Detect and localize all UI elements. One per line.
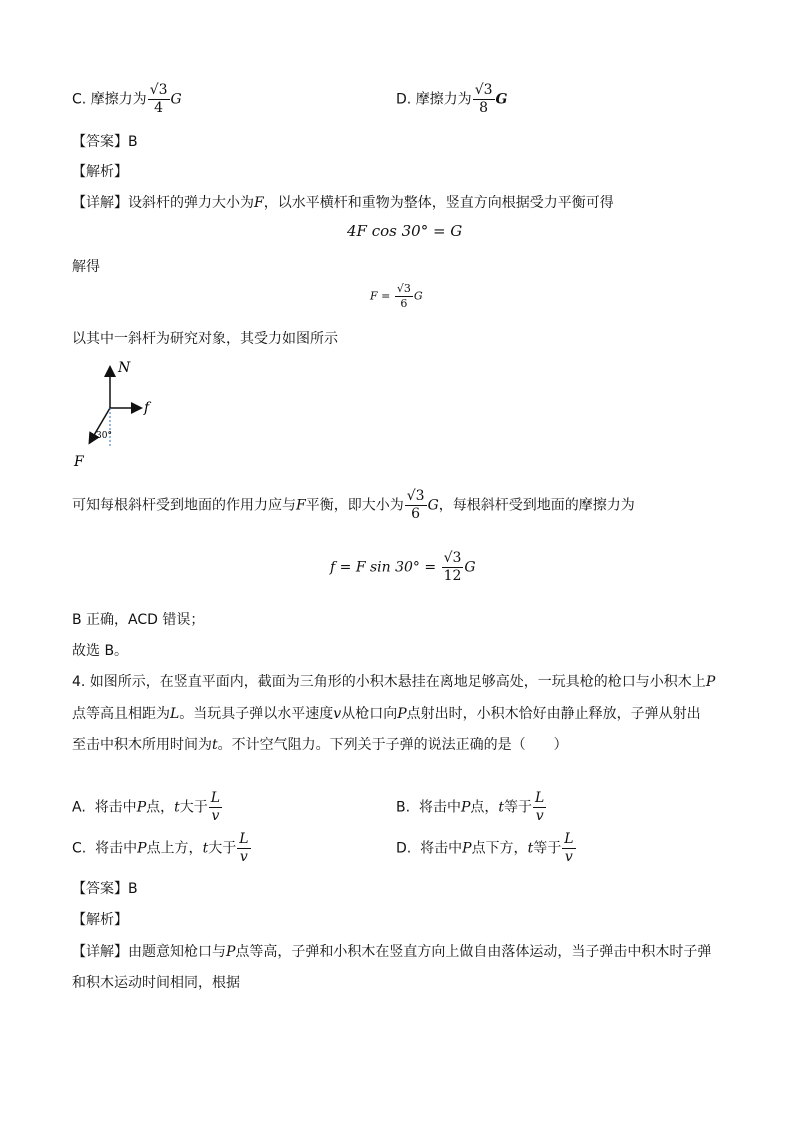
option-b: B. 将击中P点，t等于 $\frac{L}{v}$ [396, 790, 545, 824]
q4-detail-line-2: 和积木运动时间相同，根据 [72, 975, 240, 991]
option-d-q4: D. 将击中P点下方，t等于 $\frac{L}{v}$ [396, 831, 574, 865]
sqrt-icon: √ [406, 488, 416, 504]
fraction: $\frac{√3}{6}$ [396, 282, 411, 310]
label-f: f [144, 400, 150, 416]
fraction: $\frac{√3}{12}$ [443, 550, 462, 584]
fraction: $\frac{L}{v}$ [535, 790, 545, 824]
analysis-label: 【解析】 [72, 164, 128, 180]
label-F: F [74, 454, 84, 470]
q4-answer-label: 【答案】B [72, 881, 138, 897]
fraction: $\frac{L}{v}$ [210, 790, 221, 824]
force-diagram [68, 356, 178, 474]
answer-label: 【答案】B [72, 134, 138, 150]
label-n: N [118, 360, 131, 376]
choose-text: 故选 B。 [72, 643, 129, 659]
fraction: $\frac{√3}{6}$ [406, 488, 425, 522]
equation-2: F = $\frac{√3}{6}$ G [370, 282, 423, 310]
fraction: $\frac{√3}{8}$ [474, 82, 493, 116]
sqrt-icon: √ [396, 282, 404, 295]
equation-1: 4F cos 30° = G [347, 222, 463, 240]
conclusion-text: 可知每根斜杆受到地面的作用力应与F平衡，即大小为 $\frac{√3}{6}$ G，每根斜杆受到地面的摩擦力为 [72, 488, 635, 522]
q4-stem-line-2: 点等高且相距为L。当玩具子弹以水平速度v从枪口向P点射出时，小积木恰好由静止释放，子弹从射出 [72, 706, 701, 722]
solve-label: 解得 [72, 259, 100, 275]
option-letter: D. [396, 91, 412, 108]
equation-3: f = F sin 30° = $\frac{√3}{12}$ G [330, 550, 476, 584]
q4-detail-line-1: 【详解】由题意知枪口与P点等高，子弹和小积木在竖直方向上做自由落体运动，当子弹击中积木时子弹 [72, 944, 712, 960]
sqrt-icon: √ [443, 550, 453, 566]
q4-analysis-label: 【解析】 [72, 912, 128, 928]
option-text: 摩擦力为 [415, 91, 472, 108]
option-text: 摩擦力为 [90, 91, 147, 108]
fraction: $\frac{√3}{4}$ [149, 82, 168, 116]
label-angle: 30° [96, 431, 112, 441]
detail-text: 【详解】设斜杆的弹力大小为F，以水平横杆和重物为整体，竖直方向根据受力平衡可得 [72, 195, 614, 211]
option-d: D. 摩擦力为 $\frac{√3}{8}$ G [396, 82, 508, 116]
fraction: $\frac{L}{v}$ [239, 831, 249, 865]
option-c: C. 摩擦力为 $\frac{√3}{4}$ G [72, 82, 182, 116]
sqrt-icon: √ [149, 82, 159, 98]
fraction: $\frac{L}{v}$ [564, 831, 574, 865]
force-intro: 以其中一斜杆为研究对象，其受力如图所示 [72, 331, 338, 347]
option-c-q4: C. 将击中P点上方，t大于 $\frac{L}{v}$ [72, 831, 249, 865]
verdict-text: B 正确，ACD 错误； [72, 612, 205, 628]
option-letter: C. [72, 91, 87, 108]
q4-stem-line-3: 至击中积木所用时间为t。不计空气阻力。下列关于子弹的说法正确的是（ ） [72, 737, 568, 753]
option-a: A. 将击中P点，t大于 $\frac{L}{v}$ [72, 790, 221, 824]
sqrt-icon: √ [474, 82, 484, 98]
q4-stem-line-1: 4. 如图所示，在竖直平面内，截面为三角形的小积木悬挂在离地足够高处，一玩具枪的枪口与小积木上P [72, 674, 716, 690]
